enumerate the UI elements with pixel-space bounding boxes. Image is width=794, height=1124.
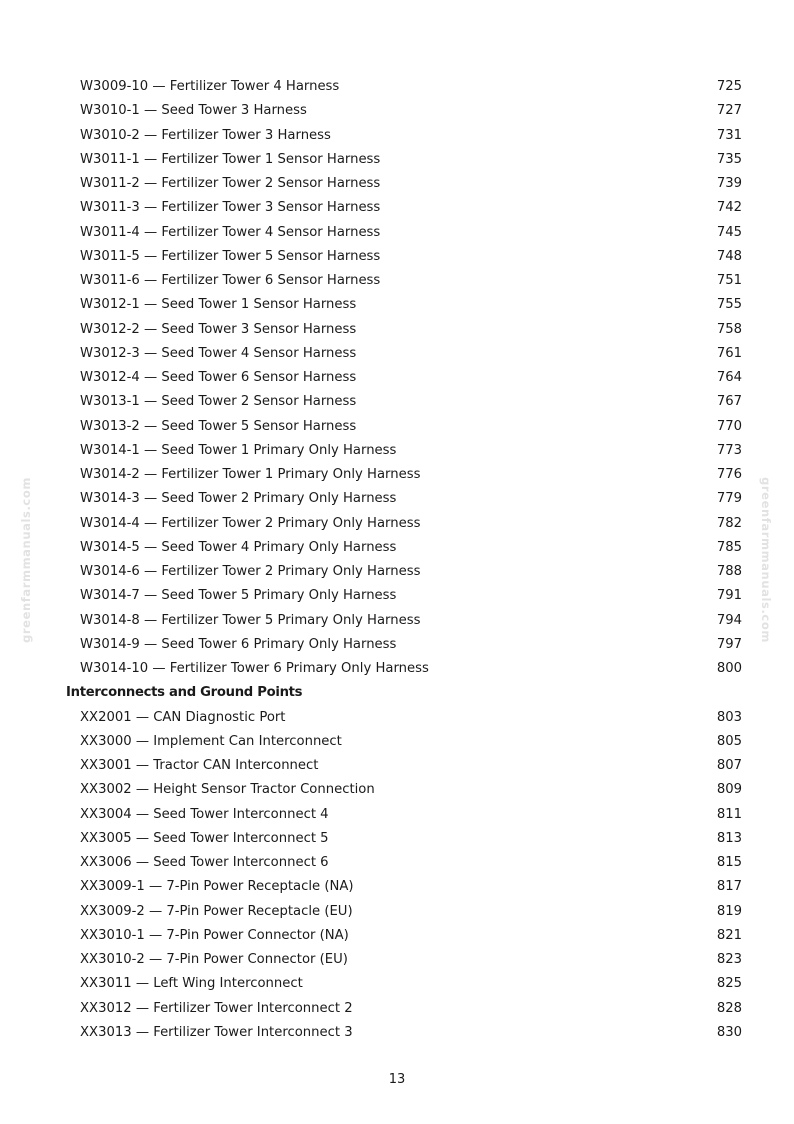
toc-entry-page: 815 bbox=[716, 855, 742, 870]
toc-entry-page: 785 bbox=[716, 539, 742, 555]
toc-entry-title: W3013-2 — Seed Tower 5 Sensor Harness bbox=[80, 418, 357, 434]
toc-entry[interactable] bbox=[0, 487, 794, 511]
toc-entry-title: W3014-8 — Fertilizer Tower 5 Primary Only Harness bbox=[80, 612, 421, 628]
toc-entry[interactable] bbox=[0, 463, 794, 487]
toc-entry[interactable] bbox=[0, 196, 794, 220]
toc-entry-title: W3012-3 — Seed Tower 4 Sensor Harness bbox=[80, 345, 357, 361]
toc-entry[interactable] bbox=[0, 657, 794, 681]
toc-section-title: Interconnects and Ground Points bbox=[66, 685, 303, 701]
toc-entry-page: 764 bbox=[716, 370, 742, 385]
watermark-left: greenfarmmanuals.com bbox=[19, 477, 33, 643]
toc-entry[interactable] bbox=[0, 342, 794, 366]
toc-entry-title: W3014-4 — Fertilizer Tower 2 Primary Only Harness bbox=[80, 515, 421, 531]
toc-entry[interactable] bbox=[0, 997, 794, 1021]
toc-entry[interactable] bbox=[0, 439, 794, 463]
toc-entry-title: XX2001 — CAN Diagnostic Port bbox=[80, 709, 286, 725]
toc-entry[interactable] bbox=[0, 560, 794, 584]
toc-entry[interactable] bbox=[0, 99, 794, 123]
toc-entry[interactable] bbox=[0, 172, 794, 196]
toc-entry-page: 782 bbox=[716, 515, 742, 531]
toc-entry-title: W3011-1 — Fertilizer Tower 1 Sensor Harness bbox=[80, 151, 381, 167]
toc-entry-title: W3009-10 — Fertilizer Tower 4 Harness bbox=[80, 79, 340, 94]
toc-entry-page: 797 bbox=[716, 636, 742, 652]
toc-entry-page: 791 bbox=[716, 588, 742, 604]
toc-entry-page: 805 bbox=[716, 733, 742, 749]
toc-entry-page: 823 bbox=[716, 952, 742, 967]
toc-section-heading bbox=[0, 681, 794, 705]
toc-entry-title: W3011-2 — Fertilizer Tower 2 Sensor Harness bbox=[80, 176, 381, 191]
toc-entry-title: W3014-5 — Seed Tower 4 Primary Only Harness bbox=[80, 539, 397, 555]
toc-entry-title: W3012-2 — Seed Tower 3 Sensor Harness bbox=[80, 321, 357, 337]
toc-entry-title: W3011-3 — Fertilizer Tower 3 Sensor Harness bbox=[80, 200, 381, 216]
toc-entry[interactable] bbox=[0, 851, 794, 875]
toc-entry-title: W3012-1 — Seed Tower 1 Sensor Harness bbox=[80, 297, 357, 313]
toc-entry[interactable] bbox=[0, 318, 794, 342]
toc-entry-page: 817 bbox=[716, 879, 742, 895]
toc-entry[interactable] bbox=[0, 148, 794, 172]
toc-entry[interactable] bbox=[0, 584, 794, 608]
toc-entry-title: XX3000 — Implement Can Interconnect bbox=[80, 733, 342, 749]
toc-entry-page: 776 bbox=[716, 467, 742, 482]
toc-entry-page: 767 bbox=[716, 394, 742, 410]
toc-entry[interactable] bbox=[0, 754, 794, 778]
toc-entry-page: 748 bbox=[716, 248, 742, 264]
toc-entry-title: XX3001 — Tractor CAN Interconnect bbox=[80, 758, 319, 773]
toc-entry-title: XX3010-2 — 7-Pin Power Connector (EU) bbox=[80, 952, 348, 967]
toc-entry[interactable] bbox=[0, 269, 794, 293]
toc-entry[interactable] bbox=[0, 536, 794, 560]
toc-entry[interactable] bbox=[0, 245, 794, 269]
toc-entry-title: XX3011 — Left Wing Interconnect bbox=[80, 976, 303, 992]
toc-entry[interactable] bbox=[0, 221, 794, 245]
toc-entry-page: 821 bbox=[716, 927, 742, 943]
toc-entry-page: 773 bbox=[716, 442, 742, 458]
toc-entry-page: 727 bbox=[716, 103, 742, 119]
toc-entry[interactable] bbox=[0, 924, 794, 948]
toc-entry-page: 735 bbox=[716, 151, 742, 167]
toc-entry-page: 807 bbox=[716, 758, 742, 773]
toc-entry-page: 813 bbox=[716, 830, 742, 846]
toc-entry-title: XX3006 — Seed Tower Interconnect 6 bbox=[80, 855, 329, 870]
toc-entry-page: 758 bbox=[716, 321, 742, 337]
toc-entry-title: XX3010-1 — 7-Pin Power Connector (NA) bbox=[80, 927, 349, 943]
toc-entry-title: XX3009-2 — 7-Pin Power Receptacle (EU) bbox=[80, 903, 353, 919]
toc-entry-title: W3011-5 — Fertilizer Tower 5 Sensor Harness bbox=[80, 248, 381, 264]
toc-entry-page: 770 bbox=[716, 418, 742, 434]
toc-entry-title: XX3002 — Height Sensor Tractor Connection bbox=[80, 782, 375, 798]
toc-entry-page: 825 bbox=[716, 976, 742, 992]
toc-entry[interactable] bbox=[0, 75, 794, 99]
toc-entry-page: 819 bbox=[716, 903, 742, 919]
toc-entry-page: 731 bbox=[716, 127, 742, 143]
toc-entry-page: 755 bbox=[716, 297, 742, 313]
toc-entry[interactable] bbox=[0, 124, 794, 148]
toc-entry-page: 725 bbox=[716, 79, 742, 94]
table-of-contents bbox=[0, 75, 794, 1045]
toc-entry-title: W3014-6 — Fertilizer Tower 2 Primary Only Harness bbox=[80, 564, 421, 579]
toc-entry[interactable] bbox=[0, 778, 794, 802]
toc-entry-page: 811 bbox=[716, 806, 742, 822]
toc-entry[interactable] bbox=[0, 633, 794, 657]
toc-entry-page: 809 bbox=[716, 782, 742, 798]
toc-entry-page: 751 bbox=[716, 273, 742, 288]
toc-entry-page: 788 bbox=[716, 564, 742, 579]
toc-entry[interactable] bbox=[0, 730, 794, 754]
toc-entry-page: 742 bbox=[716, 200, 742, 216]
toc-entry-title: W3010-1 — Seed Tower 3 Harness bbox=[80, 103, 307, 119]
toc-entry[interactable] bbox=[0, 1021, 794, 1045]
toc-entry[interactable] bbox=[0, 827, 794, 851]
toc-entry[interactable] bbox=[0, 293, 794, 317]
toc-entry[interactable] bbox=[0, 706, 794, 730]
toc-entry-page: 830 bbox=[716, 1024, 742, 1040]
toc-entry-page: 761 bbox=[716, 345, 742, 361]
page-number: 13 bbox=[388, 1072, 406, 1087]
toc-entry-title: W3012-4 — Seed Tower 6 Sensor Harness bbox=[80, 370, 357, 385]
toc-entry-title: XX3004 — Seed Tower Interconnect 4 bbox=[80, 806, 329, 822]
toc-entry-title: W3014-2 — Fertilizer Tower 1 Primary Only Harness bbox=[80, 467, 421, 482]
toc-entry-title: W3010-2 — Fertilizer Tower 3 Harness bbox=[80, 127, 331, 143]
toc-entry-title: W3014-3 — Seed Tower 2 Primary Only Harness bbox=[80, 491, 397, 507]
toc-entry-title: XX3009-1 — 7-Pin Power Receptacle (NA) bbox=[80, 879, 354, 895]
toc-entry-page: 828 bbox=[716, 1000, 742, 1016]
toc-entry-title: XX3005 — Seed Tower Interconnect 5 bbox=[80, 830, 329, 846]
toc-entry-title: W3011-4 — Fertilizer Tower 4 Sensor Harness bbox=[80, 224, 381, 240]
toc-entry-page: 794 bbox=[716, 612, 742, 628]
toc-entry-page: 803 bbox=[716, 709, 742, 725]
toc-entry-title: W3011-6 — Fertilizer Tower 6 Sensor Harness bbox=[80, 273, 381, 288]
watermark-right: greenfarmmanuals.com bbox=[759, 477, 773, 643]
toc-entry-title: XX3013 — Fertilizer Tower Interconnect 3 bbox=[80, 1024, 353, 1040]
toc-entry-title: W3013-1 — Seed Tower 2 Sensor Harness bbox=[80, 394, 357, 410]
toc-entry[interactable] bbox=[0, 415, 794, 439]
toc-entry[interactable] bbox=[0, 390, 794, 414]
toc-entry[interactable] bbox=[0, 972, 794, 996]
toc-entry-page: 779 bbox=[716, 491, 742, 507]
toc-entry-title: W3014-7 — Seed Tower 5 Primary Only Harness bbox=[80, 588, 397, 604]
toc-entry-title: W3014-1 — Seed Tower 1 Primary Only Harness bbox=[80, 442, 397, 458]
toc-entry[interactable] bbox=[0, 900, 794, 924]
toc-entry[interactable] bbox=[0, 803, 794, 827]
toc-entry[interactable] bbox=[0, 366, 794, 390]
toc-entry-page: 739 bbox=[716, 176, 742, 191]
toc-entry[interactable] bbox=[0, 875, 794, 899]
toc-entry-page: 800 bbox=[716, 661, 742, 676]
toc-entry-page: 745 bbox=[716, 224, 742, 240]
toc-entry-title: W3014-9 — Seed Tower 6 Primary Only Harness bbox=[80, 636, 397, 652]
toc-entry-title: XX3012 — Fertilizer Tower Interconnect 2 bbox=[80, 1000, 353, 1016]
toc-entry[interactable] bbox=[0, 609, 794, 633]
toc-entry-title: W3014-10 — Fertilizer Tower 6 Primary Only Harness bbox=[80, 661, 429, 676]
toc-entry[interactable] bbox=[0, 948, 794, 972]
toc-entry[interactable] bbox=[0, 512, 794, 536]
